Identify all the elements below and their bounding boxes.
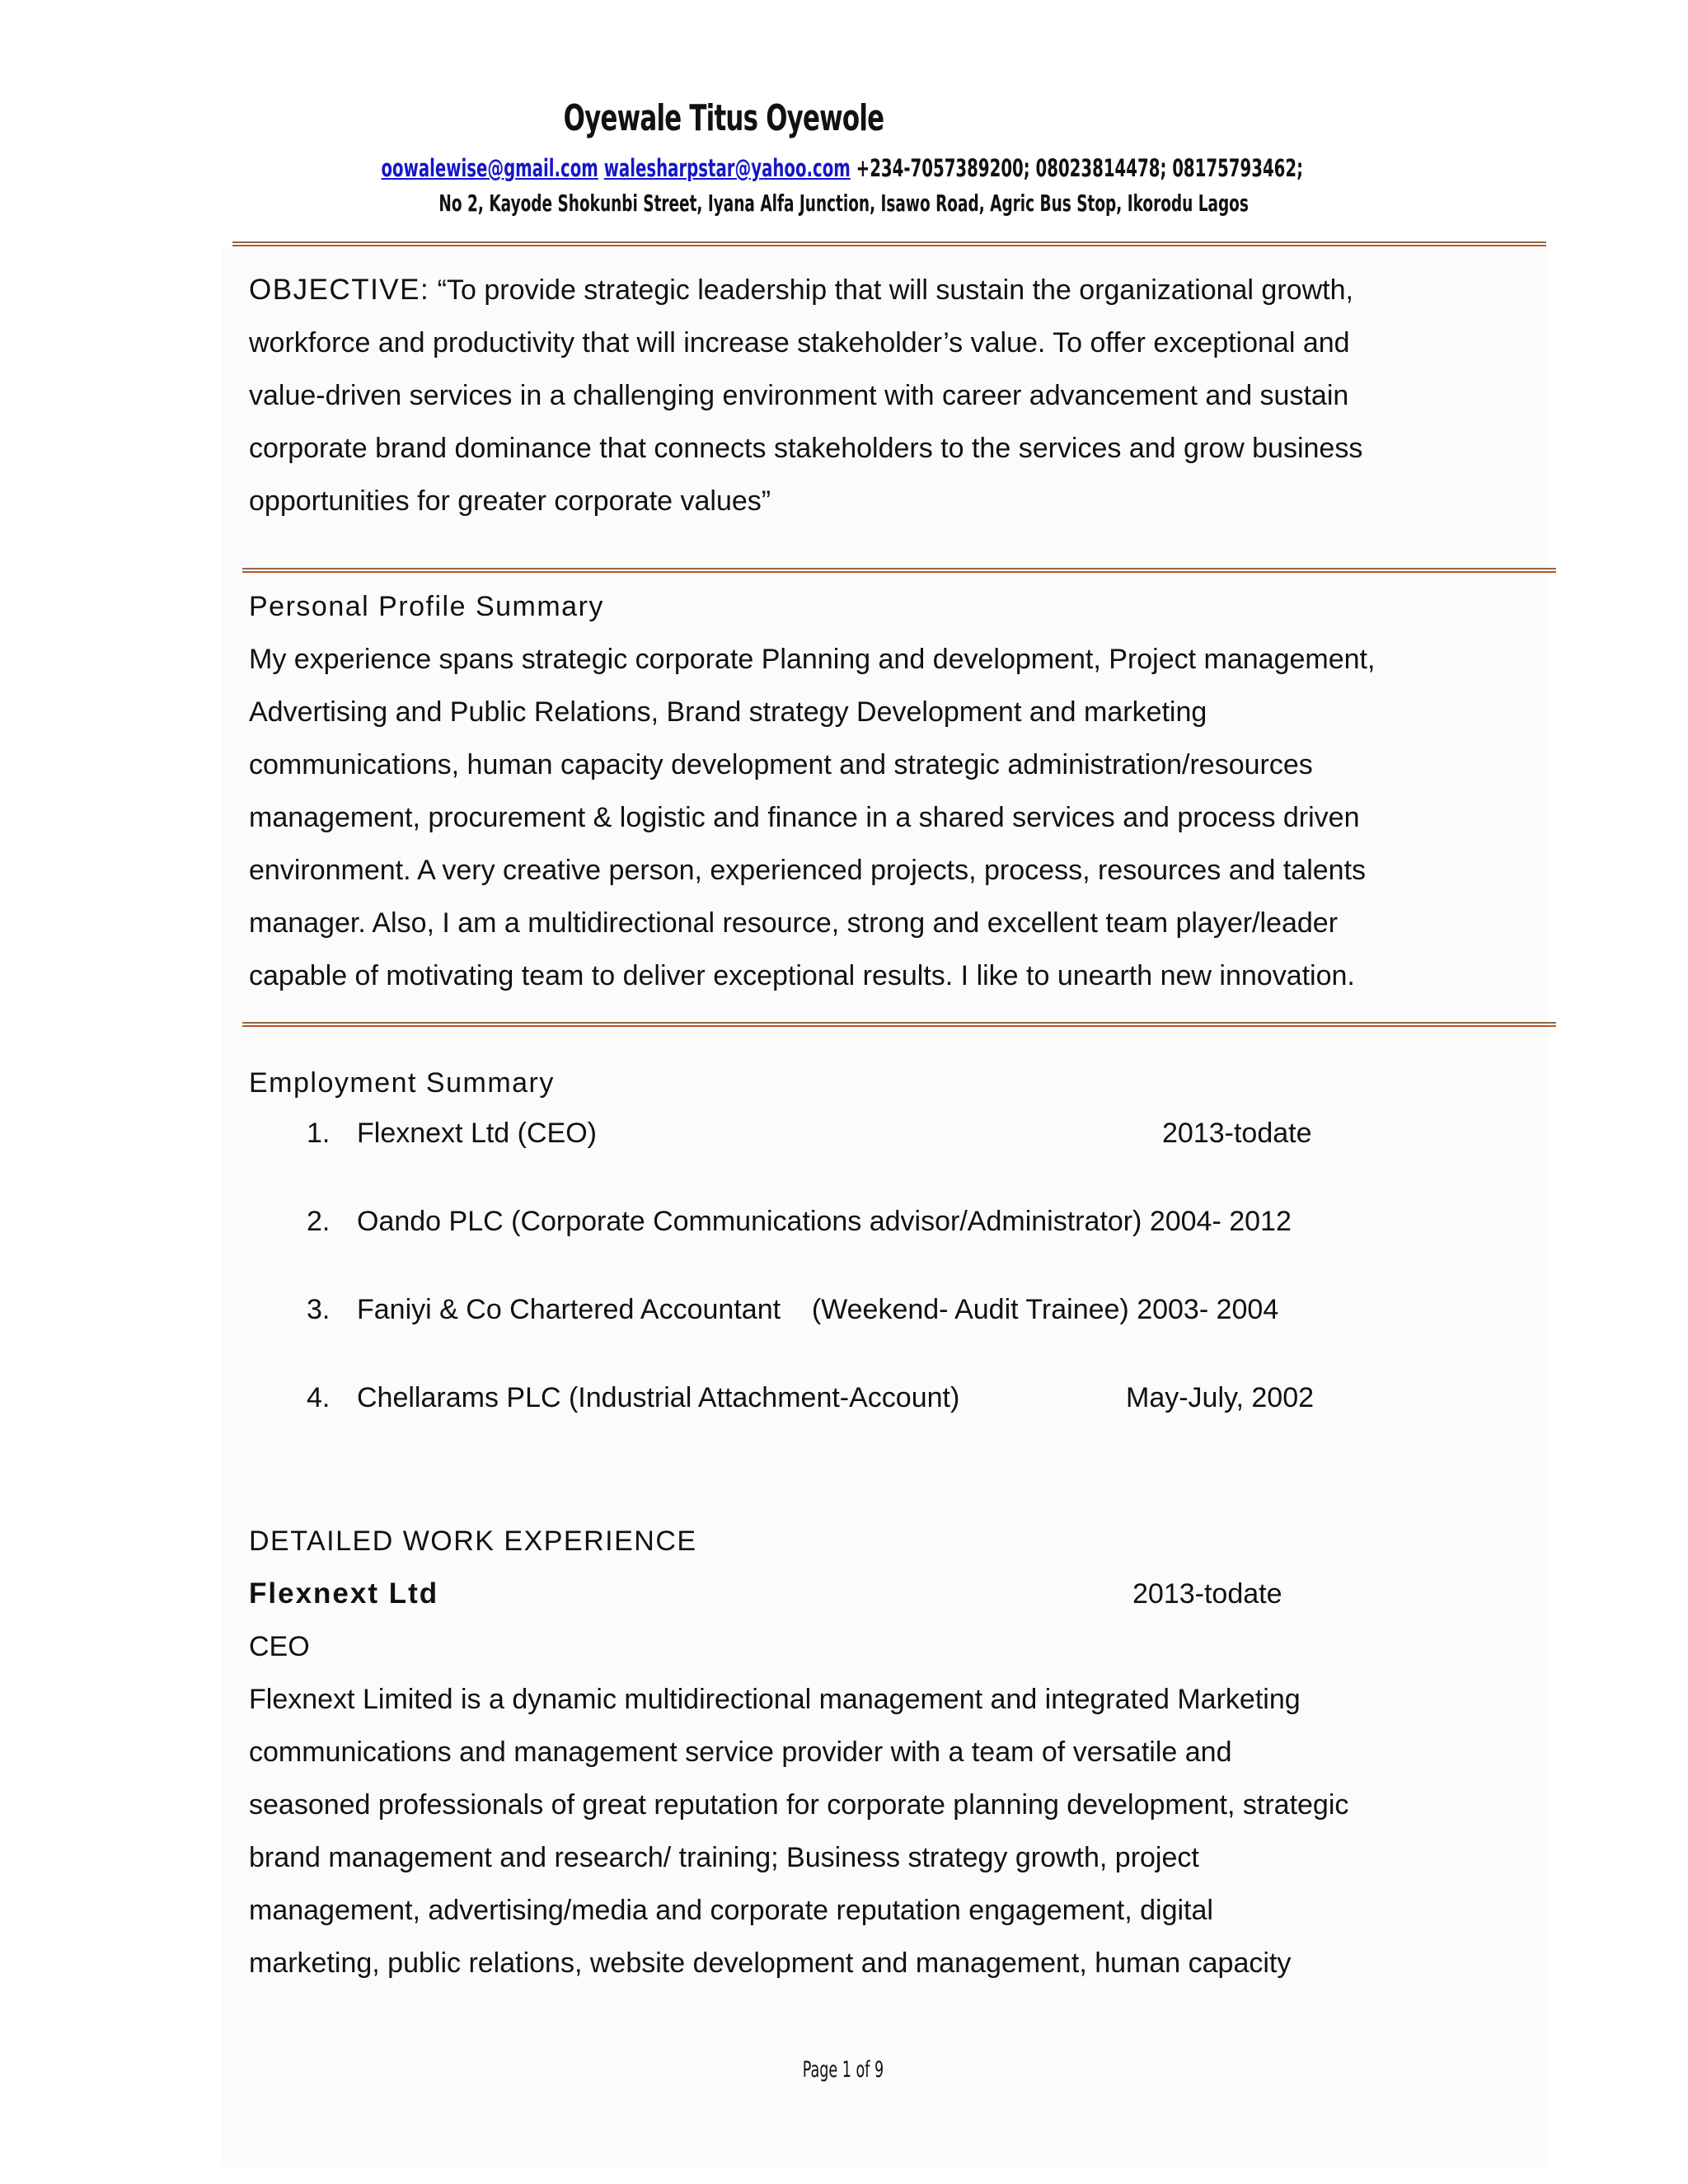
profile-line: Advertising and Public Relations, Brand strategy Development and marketing <box>249 696 1207 728</box>
candidate-name: Oyewale Titus Oyewole <box>563 97 884 139</box>
profile-line: management, procurement & logistic and finance in a shared services and process driven <box>249 802 1360 833</box>
profile-line: communications, human capacity development and strategic administration/resources <box>249 749 1313 780</box>
objective-line-1: OBJECTIVE: “To provide strategic leadership that will sustain the organizational growth, <box>249 274 1353 306</box>
header-divider <box>232 241 1546 247</box>
company-date: 2013-todate <box>1132 1578 1282 1610</box>
email-link-gmail[interactable]: oowalewise@gmail.com <box>381 154 598 182</box>
employment-text: Faniyi & Co Chartered Accountant (Weekend- Audit Trainee) 2003- 2004 <box>357 1294 1279 1325</box>
employment-num: 1. <box>307 1118 331 1149</box>
employment-text: Oando PLC (Corporate Communications advisor/Administrator) 2004- 2012 <box>357 1206 1292 1237</box>
objective-line-5: opportunities for greater corporate values” <box>249 485 771 517</box>
company-row <box>249 1568 1568 1620</box>
employment-num: 3. <box>307 1294 331 1325</box>
profile-line: manager. Also, I am a multidirectional resource, strong and excellent team player/leader <box>249 907 1339 939</box>
profile-section <box>249 580 1568 1002</box>
company-name: Flexnext Ltd <box>249 1577 439 1610</box>
profile-line: environment. A very creative person, experienced projects, process, resources and talents <box>249 855 1367 886</box>
employment-date: 2013-todate <box>1162 1118 1312 1149</box>
detail-line: communications and management service provider with a team of versatile and <box>249 1736 1232 1768</box>
detailed-section <box>249 1515 1568 1990</box>
detail-line: seasoned professionals of great reputation for corporate planning development, strategic <box>249 1789 1349 1821</box>
objective-line-3: value-driven services in a challenging environment with career advancement and sustain <box>249 380 1349 411</box>
phone-numbers: +234-7057389200; 08023814478; 08175793462; <box>856 154 1304 182</box>
objective-section <box>249 264 1568 527</box>
email-link-yahoo[interactable]: walesharpstar@yahoo.com <box>603 154 851 182</box>
address-line: No 2, Kayode Shokunbi Street, Iyana Alfa Junction, Isawo Road, Agric Bus Stop, Ikorodu Lagos <box>438 190 1249 217</box>
profile-line: My experience spans strategic corporate Planning and development, Project management, <box>249 644 1376 675</box>
contact-line <box>268 154 1416 182</box>
page-number: Page 1 of 9 <box>802 2057 884 2083</box>
detail-line: marketing, public relations, website development and management, human capacity <box>249 1947 1292 1979</box>
objective-line-2: workforce and productivity that will increase stakeholder’s value. To offer exceptional and <box>249 327 1350 359</box>
detail-line: brand management and research/ training; Business strategy growth, project <box>249 1842 1199 1873</box>
employment-num: 2. <box>307 1206 331 1237</box>
employment-heading: Employment Summary <box>249 1067 555 1099</box>
employment-text: Flexnext Ltd (CEO) <box>357 1118 597 1149</box>
profile-heading: Personal Profile Summary <box>249 591 604 622</box>
profile-divider <box>242 1022 1556 1028</box>
detail-line: management, advertising/media and corporate reputation engagement, digital <box>249 1895 1213 1926</box>
role-title: CEO <box>249 1631 310 1662</box>
employment-text: Chellarams PLC (Industrial Attachment-Account) <box>357 1382 960 1413</box>
objective-divider <box>242 568 1556 574</box>
detail-line: Flexnext Limited is a dynamic multidirectional management and integrated Marketing <box>249 1684 1301 1715</box>
objective-line-4: corporate brand dominance that connects stakeholders to the services and grow business <box>249 433 1363 464</box>
profile-line: capable of motivating team to deliver exceptional results. I like to unearth new innovation. <box>249 960 1355 991</box>
employment-date: May-July, 2002 <box>1126 1382 1315 1413</box>
objective-label: OBJECTIVE: <box>249 274 430 306</box>
employment-num: 4. <box>307 1382 331 1413</box>
detailed-heading: DETAILED WORK EXPERIENCE <box>249 1526 697 1557</box>
